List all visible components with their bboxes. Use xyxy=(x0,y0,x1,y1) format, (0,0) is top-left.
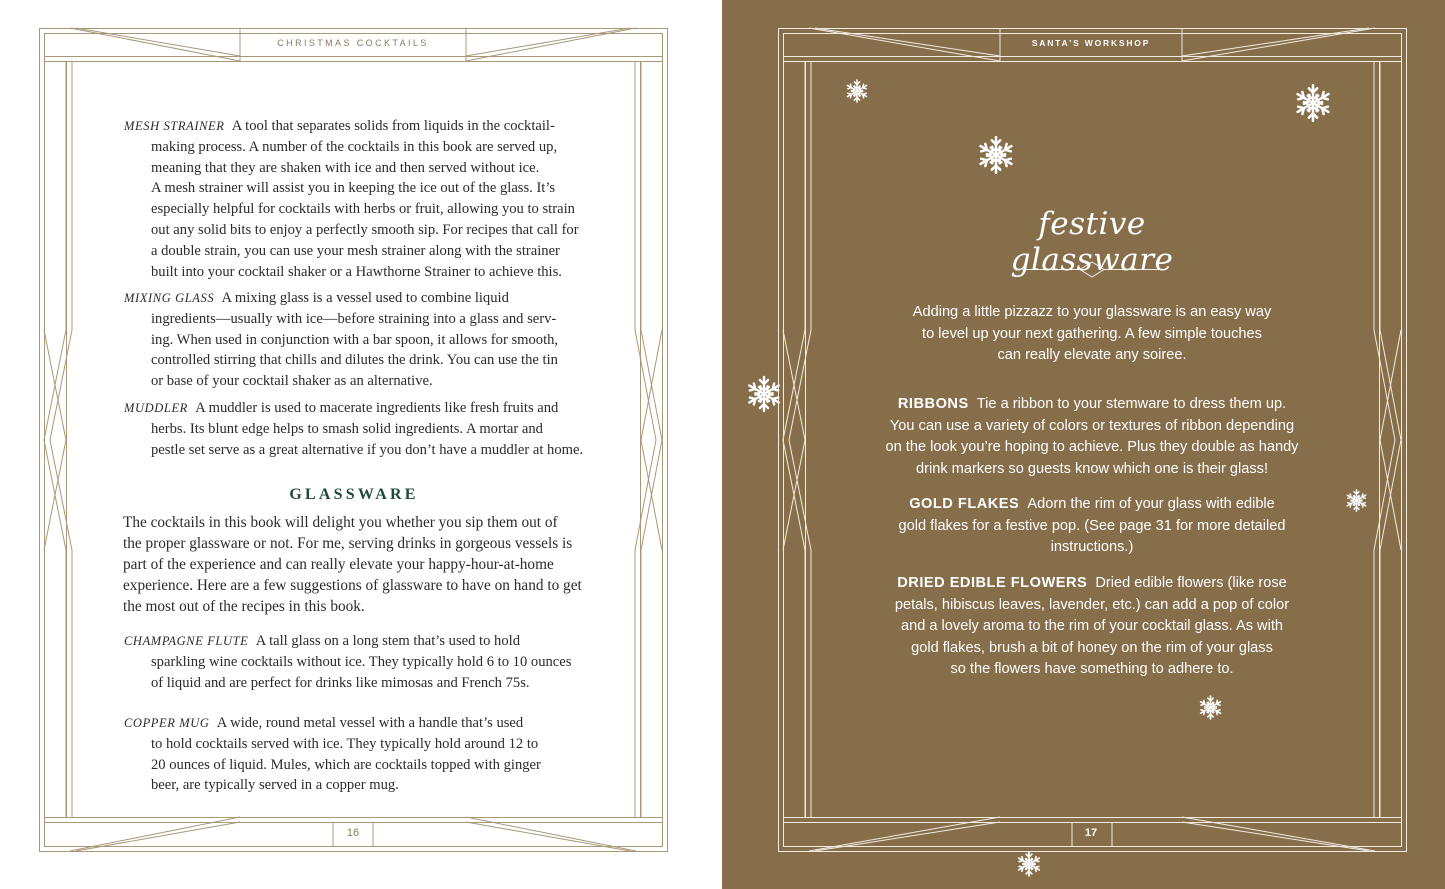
glossary-term: COPPER MUG xyxy=(124,716,210,730)
paragraph-line: to level up your next gathering. A few simple touches xyxy=(922,325,1262,342)
glossary-term: MESH STRAINER xyxy=(124,119,225,133)
glossary-text: A muddler is used to macerate ingredients like fresh fruits and xyxy=(195,400,559,416)
snowflake-icon xyxy=(1292,82,1334,124)
tip-text: You can use a variety of colors or textures of ribbon depending xyxy=(889,417,1295,434)
glossary-text: beer, are typically served in a copper mug. xyxy=(151,777,399,794)
right-page xyxy=(722,0,1445,889)
snowflake-icon xyxy=(1344,488,1369,513)
glossary-text: pestle set serve as a great alternative if you don’t have a muddler at home. xyxy=(151,441,584,458)
tip-ribbons xyxy=(822,394,1362,480)
tip-text: Adorn the rim of your glass with edible xyxy=(1027,496,1275,512)
glossary-text: A mesh strainer will assist you in keeping the ice out of the glass. It’s xyxy=(151,180,556,197)
snowflake-icon xyxy=(1015,850,1043,878)
glossary-text: a double strain, you can use your mesh strainer along with the strainer xyxy=(151,242,560,259)
paragraph-line: experience. Here are a few suggestions of glassware to have on hand to get xyxy=(123,577,582,594)
tip-text: Dried edible flowers (like rose xyxy=(1095,575,1287,591)
glossary-text: 20 ounces of liquid. Mules, which are cocktails topped with ginger xyxy=(151,756,541,773)
tip-text: gold flakes, brush a bit of honey on the rim of your glass xyxy=(911,639,1273,656)
glossary-text: A mixing glass is a vessel used to combine liquid xyxy=(221,290,509,306)
page-number: 16 xyxy=(346,827,360,839)
glossary-term: MUDDLER xyxy=(124,401,188,415)
intro-paragraph xyxy=(822,302,1362,367)
section-heading-glassware: GLASSWARE xyxy=(289,486,419,503)
tip-text: petals, hibiscus leaves, lavender, etc.) can add a pop of color xyxy=(894,596,1290,613)
glossary-text: built into your cocktail shaker or a Hawthorne Strainer to achieve this. xyxy=(151,263,562,280)
glossary-entry-mesh-strainer xyxy=(124,116,579,282)
tip-text: gold flakes for a festive pop. (See page 31 for more detailed xyxy=(898,517,1286,534)
tip-text: and a lovely aroma to the rim of your cocktail glass. As with xyxy=(900,618,1284,635)
tip-term: DRIED EDIBLE FLOWERS xyxy=(897,575,1088,591)
tip-text: instructions.) xyxy=(1050,539,1134,556)
glossary-text: of liquid and are perfect for drinks like mimosas and French 75s. xyxy=(151,674,530,691)
running-head: CHRISTMAS COCKTAILS xyxy=(277,38,429,48)
left-page xyxy=(0,0,722,889)
tip-text: drink markers so guests know which one is their glass! xyxy=(915,460,1269,477)
glossary-entry-mixing-glass xyxy=(124,288,574,392)
glossary-text: herbs. Its blunt edge helps to smash solid ingredients. A mortar and xyxy=(151,420,543,437)
glossary-text: meaning that they are shaken with ice and then served without ice. xyxy=(151,159,540,176)
tip-text: on the look you’re hoping to achieve. Plus they double as handy xyxy=(885,439,1299,456)
glossary-text: sparkling wine cocktails without ice. They typically hold 6 to 10 ounces xyxy=(151,653,572,670)
glossary-entry-copper-mug xyxy=(124,713,574,796)
glossary-text: A tool that separates solids from liquids in the cocktail- xyxy=(231,118,555,134)
running-head: SANTA’S WORKSHOP xyxy=(1031,38,1151,48)
paragraph-line: the most out of the recipes in this book. xyxy=(123,598,365,615)
snowflake-icon xyxy=(1197,694,1224,721)
paragraph-line: can really elevate any soiree. xyxy=(997,347,1187,364)
tip-text: so the flowers have something to adhere to. xyxy=(950,661,1234,678)
glossary-text: or base of your cocktail shaker as an alternative. xyxy=(151,373,433,390)
paragraph-line: Adding a little pizzazz to your glassware is an easy way xyxy=(912,304,1272,320)
tip-term: RIBBONS xyxy=(897,396,969,412)
glossary-entry-muddler xyxy=(124,398,584,460)
page-title: festive glassware xyxy=(1010,206,1174,278)
paragraph-line: The cocktails in this book will delight you whether you sip them out of xyxy=(123,514,558,531)
snowflake-icon xyxy=(844,78,870,104)
glossary-term: MIXING GLASS xyxy=(124,291,215,305)
glossary-text: A tall glass on a long stem that’s used to hold xyxy=(255,633,520,649)
glossary-text: to hold cocktails served with ice. They typically hold around 12 to xyxy=(151,735,539,752)
glossary-text: A wide, round metal vessel with a handle that’s used xyxy=(216,715,524,731)
glossary-text: especially helpful for cocktails with herbs or fruit, allowing you to strain xyxy=(151,201,575,218)
glossary-term: CHAMPAGNE FLUTE xyxy=(124,634,249,648)
paragraph-line: the proper glassware or not. For me, serving drinks in gorgeous vessels is xyxy=(123,535,573,552)
tip-gold-flakes xyxy=(822,494,1362,559)
glossary-text: making process. A number of the cocktails in this book are served up, xyxy=(151,138,558,155)
tip-text: Tie a ribbon to your stemware to dress them up. xyxy=(976,396,1287,412)
glossary-text: ingredients—usually with ice—before straining into a glass and serv- xyxy=(151,310,557,327)
glossary-text: out any solid bits to enjoy a perfectly smooth sip. For recipes that call for xyxy=(151,221,579,238)
glossary-text: controlled stirring that chills and dilutes the drink. You can use the tin xyxy=(151,352,558,369)
tip-dried-edible-flowers xyxy=(822,573,1362,681)
glossary-entry-champagne-flute xyxy=(124,631,574,693)
paragraph-line: part of the experience and can really elevate your happy-hour-at-home xyxy=(123,556,554,573)
snowflake-icon xyxy=(744,374,784,414)
glassware-intro-paragraph xyxy=(123,512,593,617)
snowflake-icon xyxy=(975,134,1017,176)
tip-term: GOLD FLAKES xyxy=(909,496,1020,512)
page-number: 17 xyxy=(1084,827,1098,839)
glossary-text: ing. When used in conjunction with a bar spoon, it allows for smooth, xyxy=(151,331,559,348)
